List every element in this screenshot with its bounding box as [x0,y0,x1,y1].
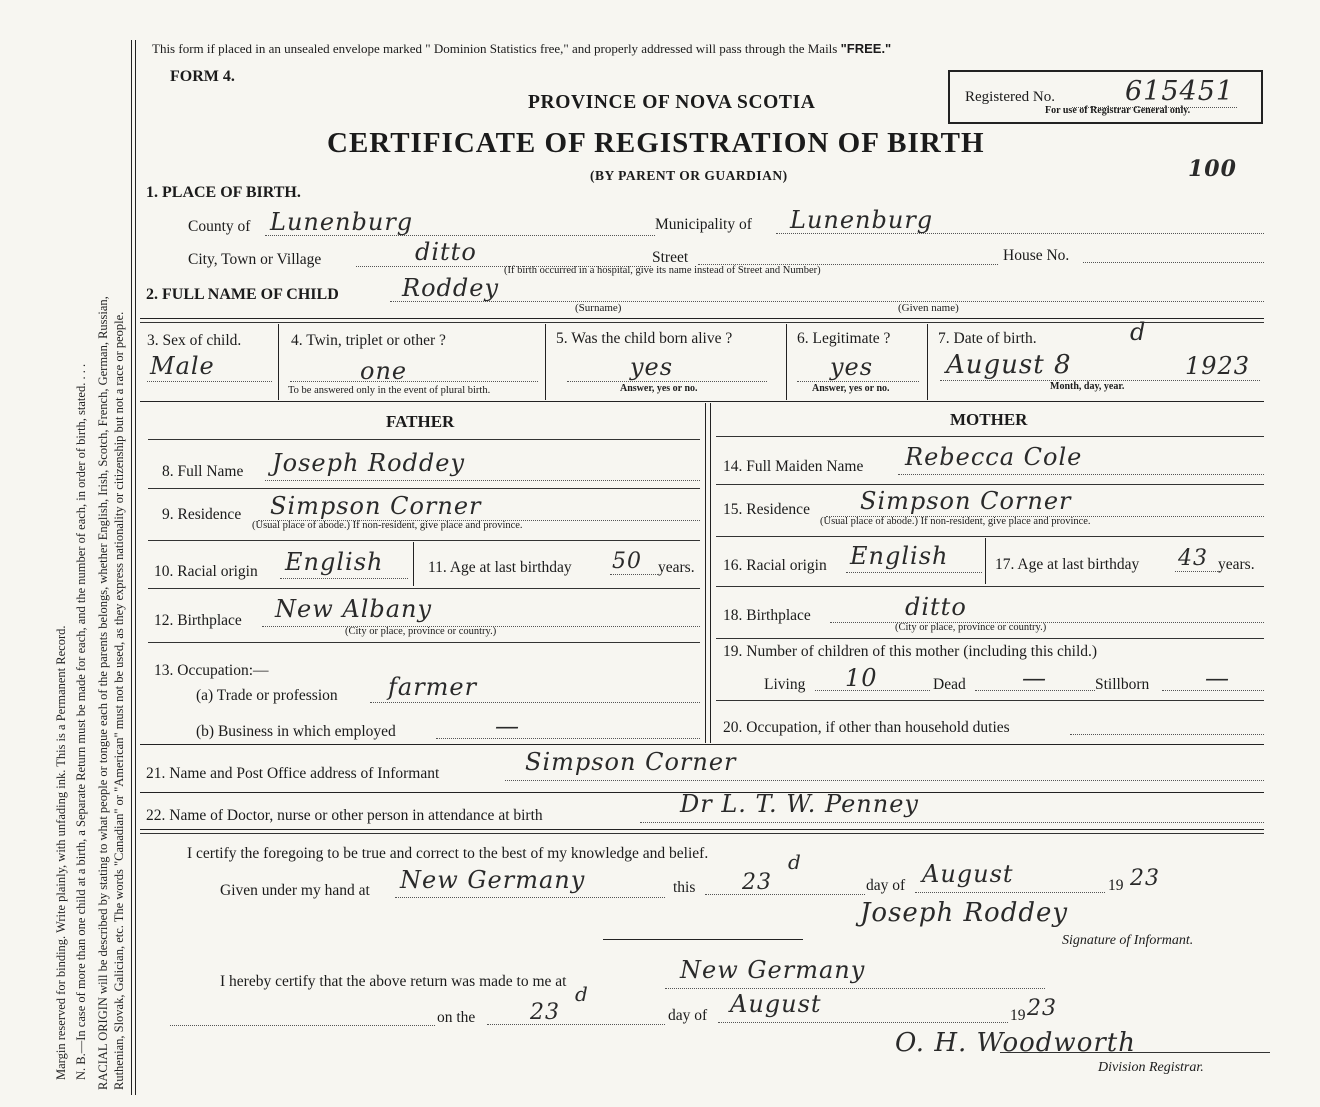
father-race-dotline [280,578,408,579]
given-day-dotline [705,894,865,895]
given-month-dotline [915,892,1105,893]
doctor-label: 22. Name of Doctor, nurse or other person in attendance at birth [146,807,543,824]
father-race: English [285,548,384,576]
surname-caption: (Surname) [575,302,622,314]
page-title: CERTIFICATE OF REGISTRATION OF BIRTH [327,127,985,159]
margin-note-binding: Margin reserved for binding. Write plainly, with unfading ink. This is a Permanent Record. [54,625,68,1080]
dob-year: 1923 [1185,352,1251,380]
mother-heading: MOTHER [950,410,1028,429]
dob-suffix: d [1130,318,1147,346]
mother-name: Rebecca Cole [905,443,1083,471]
doctor-value: Dr L. T. W. Penney [680,790,919,818]
father-rule-4 [148,588,700,589]
mother-residence-note: (Usual place of abode.) If non-resident, give place and province. [820,516,1091,527]
born-alive-label: 5. Was the child born alive ? [556,330,733,347]
parents-divider-1 [705,403,706,743]
mother-rule-5 [716,638,1264,639]
father-trade: farmer [388,673,478,701]
reg-month: August [730,990,822,1018]
registrar-lead-dotline [170,1025,435,1026]
rule-top-grid-b [140,322,1264,323]
rule-certify-top-b [140,833,1264,834]
mother-age-dotline [1175,571,1220,572]
registrar-signature-caption: Division Registrar. [1098,1060,1204,1075]
rule-certify-top [140,829,1264,830]
mother-race-dotline [846,572,982,573]
born-alive-dotline [567,381,767,382]
sex-value: Male [150,352,215,380]
informant-dotline [505,780,1264,781]
mother-residence-label: 15. Residence [723,501,810,518]
this-label: this [673,879,696,896]
given-day-suffix: d [788,850,802,874]
reg-day-suffix: d [575,982,589,1006]
dob-note: Month, day, year. [1050,381,1125,392]
mother-occupation-label: 20. Occupation, if other than household duties [723,719,1010,736]
mother-years: years. [1218,556,1255,573]
mother-occupation-dotline [1070,734,1264,735]
grid-divider-2 [545,324,546,400]
registrar-signature: O. H. Woodworth [895,1028,1136,1058]
father-occupation-label: 13. Occupation:— [154,662,269,679]
given-year-suffix: 23 [1130,866,1160,891]
father-rule-3 [148,540,700,541]
father-business-dotline [436,738,700,739]
given-place-dotline [395,897,665,898]
father-business: — [495,712,520,740]
on-the-label: on the [437,1009,476,1026]
office-stamp: 100 [1188,156,1237,182]
informant-signature: Joseph Roddey [860,898,1069,928]
sex-label: 3. Sex of child. [147,332,242,349]
mother-name-dotline [898,474,1264,475]
father-name-label: 8. Full Name [162,463,244,480]
given-month: August [922,860,1014,888]
hospital-note: (If birth occurred in a hospital, give its name instead of Street and Number) [504,265,821,276]
binding-rule-2 [135,40,136,1095]
mother-rule-1 [716,436,1264,437]
child-name-dotline [390,301,1264,302]
twin-label: 4. Twin, triplet or other ? [291,332,446,349]
city-value: ditto [415,238,477,266]
mother-birthplace: ditto [905,593,967,621]
given-place: New Germany [400,866,586,894]
house-number-label: House No. [1003,247,1070,264]
postal-note: This form if placed in an unsealed envelope marked " Dominion Statistics free," and properly addressed will pass through the Mails "FREE." [152,41,892,56]
rule-top-grid [140,318,1264,319]
mother-age: 43 [1178,546,1208,571]
father-age: 50 [612,549,642,574]
father-race-label: 10. Racial origin [154,563,258,580]
house-number-dotline [1083,262,1264,263]
binding-rule-1 [131,40,132,1095]
county-label: County of [188,218,251,235]
mother-race-label: 16. Racial origin [723,557,827,574]
page-subtitle: (BY PARENT OR GUARDIAN) [590,168,788,183]
father-name: Joseph Roddey [272,449,466,477]
grid-divider-4 [927,324,928,400]
father-trade-label: (a) Trade or profession [196,687,338,704]
father-name-dotline [265,480,700,481]
mother-race-divider [985,538,986,584]
informant-signature-caption: Signature of Informant. [1062,933,1194,948]
margin-note-ruthenian: Ruthenian, Slovak, Galician, etc. The words "Canadian" or "American" must not be used, as they express nationality or citizenship but not a race or people. [112,311,126,1090]
father-birthplace-note: (City or place, province or country.) [345,626,497,637]
mother-residence: Simpson Corner [860,487,1072,515]
stillborn-label: Stillborn [1095,676,1150,693]
mother-rule-2 [716,484,1264,485]
legitimate-label: 6. Legitimate ? [797,330,891,347]
parents-divider-2 [710,403,711,743]
child-surname: Roddey [402,274,500,302]
born-alive-note: Answer, yes or no. [620,383,698,394]
father-years: years. [658,559,695,576]
mother-rule-4 [716,586,1264,587]
dob-label: 7. Date of birth. [938,330,1037,347]
father-residence-label: 9. Residence [162,506,242,523]
municipality-value: Lunenburg [790,206,934,234]
registrar-place: New Germany [680,956,866,984]
born-alive-value: yes [630,353,674,381]
margin-note-multiple-births: N. B.—In case of more than one child at a birth, a Separate Return must be made for each, and the number of each, in order of birth, stated. . . . [74,363,88,1080]
father-age-label: 11. Age at last birthday [428,559,572,576]
mother-rule-3 [716,536,1264,537]
reg-year-suffix: 23 [1027,996,1057,1021]
place-of-birth-heading: 1. PLACE OF BIRTH. [146,184,301,201]
municipality-label: Municipality of [655,216,752,233]
grid-divider-1 [278,324,279,400]
reg-day-of-label: day of [668,1007,708,1024]
registered-number-box [948,70,1263,124]
signature-separator-rule [603,939,803,940]
father-trade-dotline [370,702,700,703]
father-residence: Simpson Corner [270,492,482,520]
reg-day-dotline [487,1024,665,1025]
father-residence-note: (Usual place of abode.) If non-resident, give place and province. [252,520,523,531]
father-rule-1 [148,439,700,440]
grid-divider-3 [786,324,787,400]
reg-month-dotline [718,1022,1008,1023]
province-heading: PROVINCE OF NOVA SCOTIA [528,92,816,113]
given-name-caption: (Given name) [898,302,959,314]
children-count-label: 19. Number of children of this mother (including this child.) [723,643,1098,660]
stillborn-value: — [1205,664,1230,692]
living-value: 10 [845,664,878,692]
registrar-place-dotline [665,988,1045,989]
doctor-dotline [640,822,1264,823]
twin-value: one [360,357,408,385]
father-age-dotline [610,574,658,575]
mother-age-label: 17. Age at last birthday [995,556,1140,573]
margin-note-racial-origin: RACIAL ORIGIN will be described by stating to what people or tongue each of the parents belongs, whether English, Irish, Scotch, French, German, Russian, [96,296,110,1090]
reg-year-prefix: 19 [1010,1007,1026,1024]
county-value: Lunenburg [270,208,414,236]
registrar-statement: I hereby certify that the above return was made to me at [220,973,567,990]
given-under-label: Given under my hand at [220,882,370,899]
street-label: Street [652,249,689,266]
postal-free: "FREE." [840,41,892,56]
mother-birthplace-label: 18. Birthplace [723,607,811,624]
mother-birthplace-note: (City or place, province or country.) [895,622,1047,633]
legitimate-dotline [797,381,919,382]
father-birthplace: New Albany [275,595,433,623]
mother-rule-6 [716,700,1264,701]
legitimate-note: Answer, yes or no. [812,383,890,394]
sex-dotline [147,381,272,382]
twin-note: To be answered only in the event of plural birth. [288,385,491,396]
father-heading: FATHER [386,412,455,431]
living-label: Living [764,676,806,693]
city-label: City, Town or Village [188,251,322,268]
legitimate-value: yes [830,353,874,381]
registrar-signature-line [1000,1052,1270,1053]
informant-value: Simpson Corner [525,748,737,776]
mother-name-label: 14. Full Maiden Name [723,458,864,475]
father-birthplace-label: 12. Birthplace [154,612,242,629]
registered-number: 615451 [1125,76,1235,107]
mother-race: English [850,542,949,570]
child-name-label: 2. FULL NAME OF CHILD [146,286,339,303]
dead-value: — [1022,664,1047,692]
rule-informant-top [140,744,1264,745]
registered-label: Registered No. [965,89,1055,105]
father-rule-2 [148,488,700,489]
reg-day: 23 [530,1000,560,1025]
rule-parents-top [140,401,1264,402]
dead-label: Dead [933,676,966,693]
form-number: FORM 4. [170,68,235,85]
given-day: 23 [742,870,772,895]
father-race-divider [413,542,414,586]
registrar-use-note: For use of Registrar General only. [1045,105,1191,116]
twin-dotline [290,381,538,382]
father-business-label: (b) Business in which employed [196,723,396,740]
informant-label: 21. Name and Post Office address of Informant [146,765,440,782]
dob-month-day: August 8 [946,350,1072,380]
father-rule-5 [148,642,700,643]
certify-statement: I certify the foregoing to be true and correct to the best of my knowledge and belief. [187,845,709,862]
given-year-prefix: 19 [1108,877,1124,894]
day-of-label: day of [866,877,906,894]
